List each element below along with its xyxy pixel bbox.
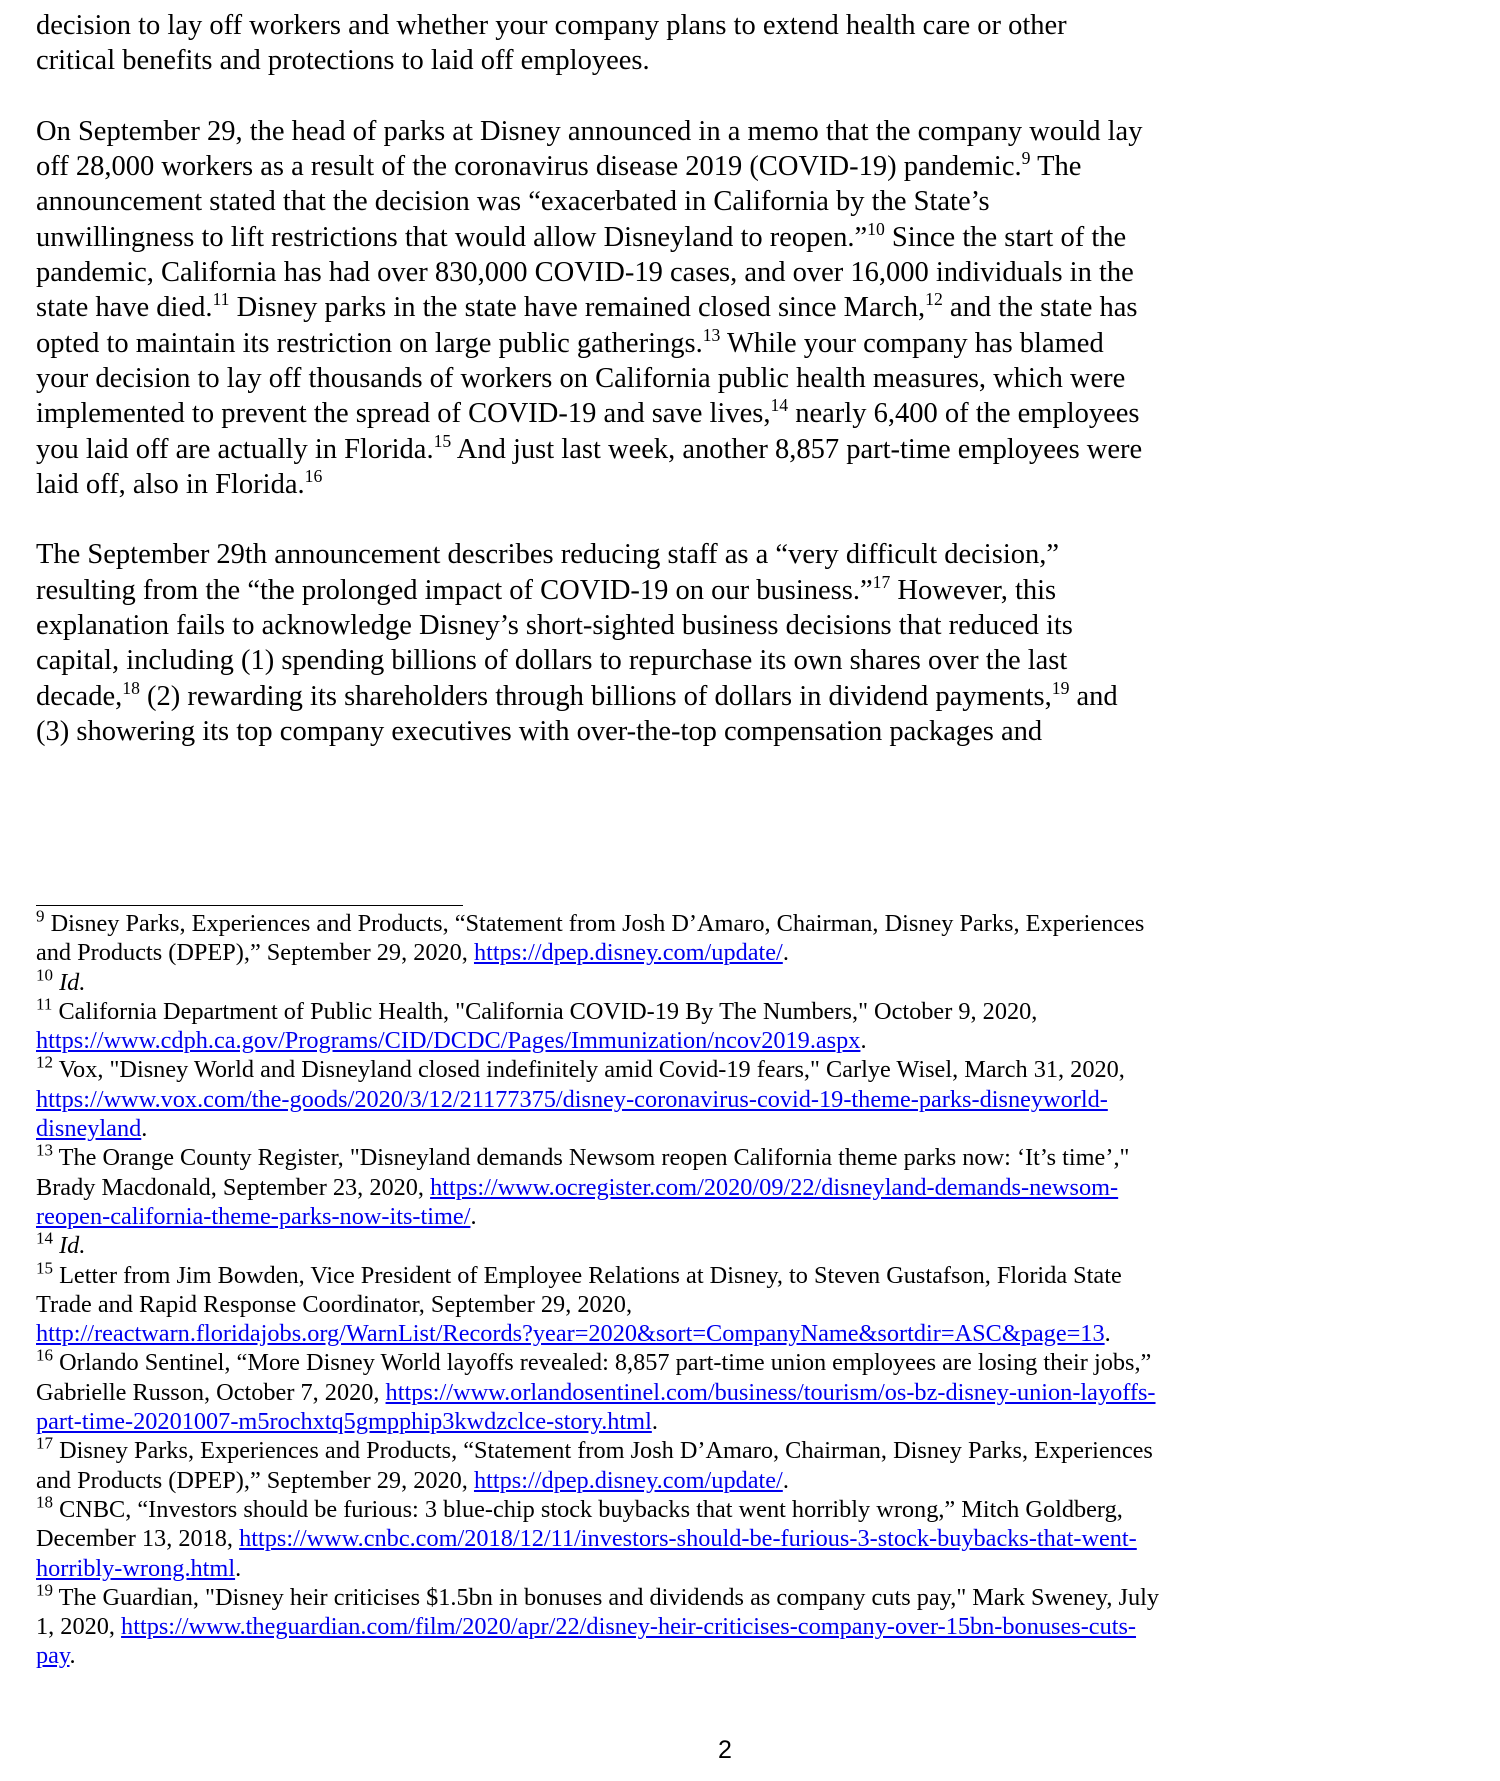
footnote-number: 13 xyxy=(36,1141,53,1161)
text-segment: (2) rewarding its shareholders through billions of dollars in dividend payments, xyxy=(139,680,1052,712)
text-segment: However, this xyxy=(890,574,1057,606)
footnote-url-link[interactable]: pay xyxy=(36,1642,70,1670)
footnote-19 xyxy=(36,1580,1436,1671)
text-segment: The September 29th announcement describes reducing staff as a “very difficult decision,” xyxy=(36,539,1060,571)
text-line xyxy=(36,396,1416,431)
footnote-url-link[interactable]: http://reactwarn.floridajobs.org/WarnList/Records?year=2020&sort=CompanyName&sortdir=ASC&page=13 xyxy=(36,1320,1105,1348)
footnote-16 xyxy=(36,1348,1436,1436)
footnotes xyxy=(36,906,1436,1671)
footnote-reference[interactable]: 18 xyxy=(122,677,140,698)
footnote-url-link[interactable]: reopen-california-theme-parks-now-its-time/ xyxy=(36,1202,471,1230)
footnote-line xyxy=(36,1436,1436,1465)
footnote-line xyxy=(36,1348,1436,1377)
footnote-text: Orlando Sentinel, “More Disney World layoffs revealed: 8,857 part-time union employees are losing their jobs,” xyxy=(53,1349,1152,1377)
text-segment: opted to maintain its restriction on large public gatherings. xyxy=(36,327,703,359)
footnote-line xyxy=(36,1228,1436,1260)
text-segment: your decision to lay off thousands of workers on California public health measures, which were xyxy=(36,362,1126,394)
footnote-17 xyxy=(36,1436,1436,1495)
footnote-url-link[interactable]: part-time-20201007-m5rochxtq5gmpphip3kwdzclce-story.html xyxy=(36,1408,652,1436)
footnote-reference[interactable]: 11 xyxy=(212,289,230,310)
footnote-line xyxy=(36,1143,1436,1172)
footnote-reference[interactable]: 13 xyxy=(702,324,721,345)
footnote-number: 10 xyxy=(36,965,53,985)
footnote-text: Disney Parks, Experiences and Products, “Statement from Josh D’Amaro, Chairman, Disney Parks, Experiences xyxy=(53,1437,1153,1465)
footnote-line xyxy=(36,1466,1436,1495)
text-segment: nearly 6,400 of the employees xyxy=(788,398,1140,430)
text-segment: off 28,000 workers as a result of the coronavirus disease 2019 (COVID-19) pandemic. xyxy=(36,151,1022,183)
footnote-url-link[interactable]: horribly-wrong.html xyxy=(36,1554,236,1582)
text-segment: And just last week, another 8,857 part-time employees were xyxy=(451,433,1143,465)
footnote-text: The Guardian, "Disney heir criticises $1.5bn in bonuses and dividends as company cuts pay," Mark Sweney, July xyxy=(53,1583,1160,1611)
footnote-line xyxy=(36,1524,1436,1553)
footnote-10 xyxy=(36,965,1436,997)
paragraph xyxy=(36,114,1416,502)
footnote-line xyxy=(36,1492,1436,1524)
text-segment: explanation fails to acknowledge Disney’s short-sighted business decisions that reduced its xyxy=(36,610,1073,642)
footnote-12 xyxy=(36,1055,1436,1143)
footnote-text: CNBC, “Investors should be furious: 3 blue-chip stock buybacks that went horribly wrong,” Mitch Goldberg, xyxy=(53,1495,1123,1523)
footnote-number: 9 xyxy=(36,906,45,926)
text-segment: implemented to prevent the spread of COVID-19 and save lives, xyxy=(36,398,771,430)
text-segment: unwillingness to lift restrictions that would allow Disneyland to reopen.” xyxy=(36,221,868,253)
footnote-trailing-punctuation: . xyxy=(782,939,789,967)
footnote-line xyxy=(36,1407,1436,1436)
footnote-text: and Products (DPEP),” September 29, 2020, xyxy=(36,939,474,967)
footnote-trailing-punctuation: . xyxy=(860,1027,867,1055)
text-segment: resulting from the “the prolonged impact of COVID-19 on our business.” xyxy=(36,574,873,606)
footnote-number: 12 xyxy=(36,1053,53,1073)
text-segment: While your company has blamed xyxy=(720,327,1104,359)
footnote-text: California Department of Public Health, "California COVID-19 By The Numbers," October 9, 2020, xyxy=(52,997,1038,1025)
footnote-13 xyxy=(36,1143,1436,1231)
text-segment: announcement stated that the decision was “exacerbated in California by the State’s xyxy=(36,186,990,218)
footnote-text: 1, 2020, xyxy=(36,1613,122,1641)
text-line xyxy=(36,290,1416,325)
footnote-url-link[interactable]: disneyland xyxy=(36,1115,142,1143)
text-segment: laid off, also in Florida. xyxy=(36,468,305,500)
footnote-url-link[interactable]: https://www.ocregister.com/2020/09/22/disneyland-demands-newsom- xyxy=(430,1173,1119,1201)
footnote-text: Trade and Rapid Response Coordinator, September 29, 2020, xyxy=(36,1290,633,1318)
paragraph xyxy=(36,537,1416,749)
footnote-line xyxy=(36,965,1436,997)
footnote-url-link[interactable]: https://dpep.disney.com/update/ xyxy=(473,1466,783,1494)
text-line xyxy=(36,326,1416,361)
text-segment: Since the start of the xyxy=(884,221,1127,253)
footnote-trailing-punctuation: . xyxy=(69,1642,76,1670)
text-segment: critical benefits and protections to laid off employees. xyxy=(36,45,650,77)
text-segment: decision to lay off workers and whether your company plans to extend health care or other xyxy=(36,10,1067,41)
text-line xyxy=(36,361,1416,396)
footnote-15 xyxy=(36,1258,1436,1349)
footnote-line xyxy=(36,1026,1436,1055)
footnote-reference[interactable]: 14 xyxy=(770,395,789,416)
footnote-9 xyxy=(36,906,1436,968)
footnote-line xyxy=(36,1114,1436,1143)
footnote-number: 17 xyxy=(36,1434,53,1453)
text-segment: and xyxy=(1069,680,1118,712)
footnote-text: Gabrielle Russon, October 7, 2020, xyxy=(36,1378,386,1406)
text-segment: state have died. xyxy=(36,292,213,324)
text-line xyxy=(36,149,1416,184)
footnote-line xyxy=(36,1319,1436,1348)
text-line xyxy=(36,255,1416,290)
text-line xyxy=(36,714,1416,749)
text-line xyxy=(36,608,1416,643)
footnote-url-link[interactable]: https://www.cdph.ca.gov/Programs/CID/DCDC/Pages/Immunization/ncov2019.aspx xyxy=(36,1027,861,1055)
footnote-line xyxy=(36,1173,1436,1202)
text-segment: On September 29, the head of parks at Disney announced in a memo that the company would lay xyxy=(36,115,1143,147)
footnote-line xyxy=(36,1641,1436,1670)
footnote-separator xyxy=(36,905,463,906)
footnote-line xyxy=(36,938,1436,967)
footnote-text: Letter from Jim Bowden, Vice President of Employee Relations at Disney, to Steven Gustafson, Florida State xyxy=(53,1261,1122,1289)
footnote-line xyxy=(36,1085,1436,1114)
text-segment: decade, xyxy=(36,680,123,712)
footnote-trailing-punctuation: . xyxy=(651,1408,658,1436)
footnote-url-link[interactable]: https://www.cnbc.com/2018/12/11/investors-should-be-furious-3-stock-buybacks-that-went- xyxy=(239,1525,1137,1553)
footnote-line xyxy=(36,1290,1436,1319)
text-line xyxy=(36,43,1416,78)
footnote-reference[interactable]: 16 xyxy=(304,465,323,486)
text-line xyxy=(36,184,1416,219)
body-text xyxy=(36,8,1416,785)
footnote-url-link[interactable]: https://dpep.disney.com/update/ xyxy=(473,939,783,967)
footnote-18 xyxy=(36,1492,1436,1583)
footnote-text: Disney Parks, Experiences and Products, “Statement from Josh D’Amaro, Chairman, Disney Parks, Experiences xyxy=(44,910,1145,937)
footnote-text: and Products (DPEP),” September 29, 2020, xyxy=(36,1466,474,1494)
footnote-url-link[interactable]: https://www.vox.com/the-goods/2020/3/12/21177375/disney-coronavirus-covid-19-theme-parks-disneyworld- xyxy=(36,1085,1108,1113)
footnote-reference[interactable]: 12 xyxy=(925,289,943,310)
footnote-trailing-punctuation: . xyxy=(470,1202,477,1230)
paragraph xyxy=(36,8,1416,79)
footnote-id-citation: Id. xyxy=(59,968,86,996)
text-line xyxy=(36,537,1416,572)
text-line xyxy=(36,679,1416,714)
footnote-number: 11 xyxy=(36,994,53,1014)
footnote-text: Vox, "Disney World and Disneyland closed indefinitely amid Covid-19 fears," Carlye Wisel, March 31, 2020, xyxy=(53,1056,1125,1084)
text-segment: pandemic, California has had over 830,000 COVID-19 cases, and over 16,000 individuals in the xyxy=(36,257,1134,289)
page-number: 2 xyxy=(718,1736,732,1764)
text-line xyxy=(36,114,1416,149)
footnote-number: 15 xyxy=(36,1258,53,1278)
text-line xyxy=(36,467,1416,502)
footnote-line xyxy=(36,1258,1436,1290)
text-segment: Disney parks in the state have remained closed since March, xyxy=(229,292,926,324)
footnote-line xyxy=(36,1378,1436,1407)
text-line xyxy=(36,220,1416,255)
text-line xyxy=(36,432,1416,467)
text-line xyxy=(36,573,1416,608)
footnote-text: Brady Macdonald, September 23, 2020, xyxy=(36,1173,431,1201)
text-segment: The xyxy=(1030,151,1082,183)
footnote-reference[interactable]: 17 xyxy=(872,571,891,592)
footnote-line xyxy=(36,994,1436,1026)
footnote-line xyxy=(36,1055,1436,1084)
footnote-line xyxy=(36,1580,1436,1612)
footnote-reference[interactable]: 9 xyxy=(1021,148,1031,169)
footnote-14 xyxy=(36,1228,1436,1260)
text-segment: capital, including (1) spending billions of dollars to repurchase its own shares over the last xyxy=(36,645,1068,677)
text-segment: and the state has xyxy=(942,292,1138,324)
footnote-line xyxy=(36,1554,1436,1583)
footnote-trailing-punctuation: . xyxy=(1104,1320,1111,1348)
footnote-reference[interactable]: 19 xyxy=(1051,677,1070,698)
text-line xyxy=(36,643,1416,678)
footnote-text: December 13, 2018, xyxy=(36,1525,240,1553)
footnote-id-citation: Id. xyxy=(59,1232,86,1260)
footnote-trailing-punctuation: . xyxy=(782,1466,789,1494)
footnote-trailing-punctuation: . xyxy=(141,1115,148,1143)
footnote-line xyxy=(36,1202,1436,1231)
footnote-number: 14 xyxy=(36,1228,53,1248)
footnote-reference[interactable]: 10 xyxy=(867,218,885,239)
footnote-number: 16 xyxy=(36,1346,53,1366)
footnote-reference[interactable]: 15 xyxy=(433,430,452,451)
text-segment: you laid off are actually in Florida. xyxy=(36,433,434,465)
footnote-trailing-punctuation: . xyxy=(235,1554,242,1582)
footnote-text: The Orange County Register, "Disneyland demands Newsom reopen California theme parks now: ‘It’s time’," xyxy=(53,1144,1130,1172)
text-segment: (3) showering its top company executives with over-the-top compensation packages and xyxy=(36,715,1043,747)
footnote-line xyxy=(36,906,1436,938)
footnote-number: 19 xyxy=(36,1580,53,1600)
text-line xyxy=(36,8,1416,43)
footnote-url-link[interactable]: https://www.theguardian.com/film/2020/apr/22/disney-heir-criticises-company-over-15bn-bonuses-cuts- xyxy=(121,1613,1137,1641)
footnote-number: 18 xyxy=(36,1492,53,1512)
footnote-url-link[interactable]: https://www.orlandosentinel.com/business/tourism/os-bz-disney-union-layoffs- xyxy=(385,1378,1156,1406)
footnote-line xyxy=(36,1612,1436,1641)
footnote-11 xyxy=(36,994,1436,1056)
